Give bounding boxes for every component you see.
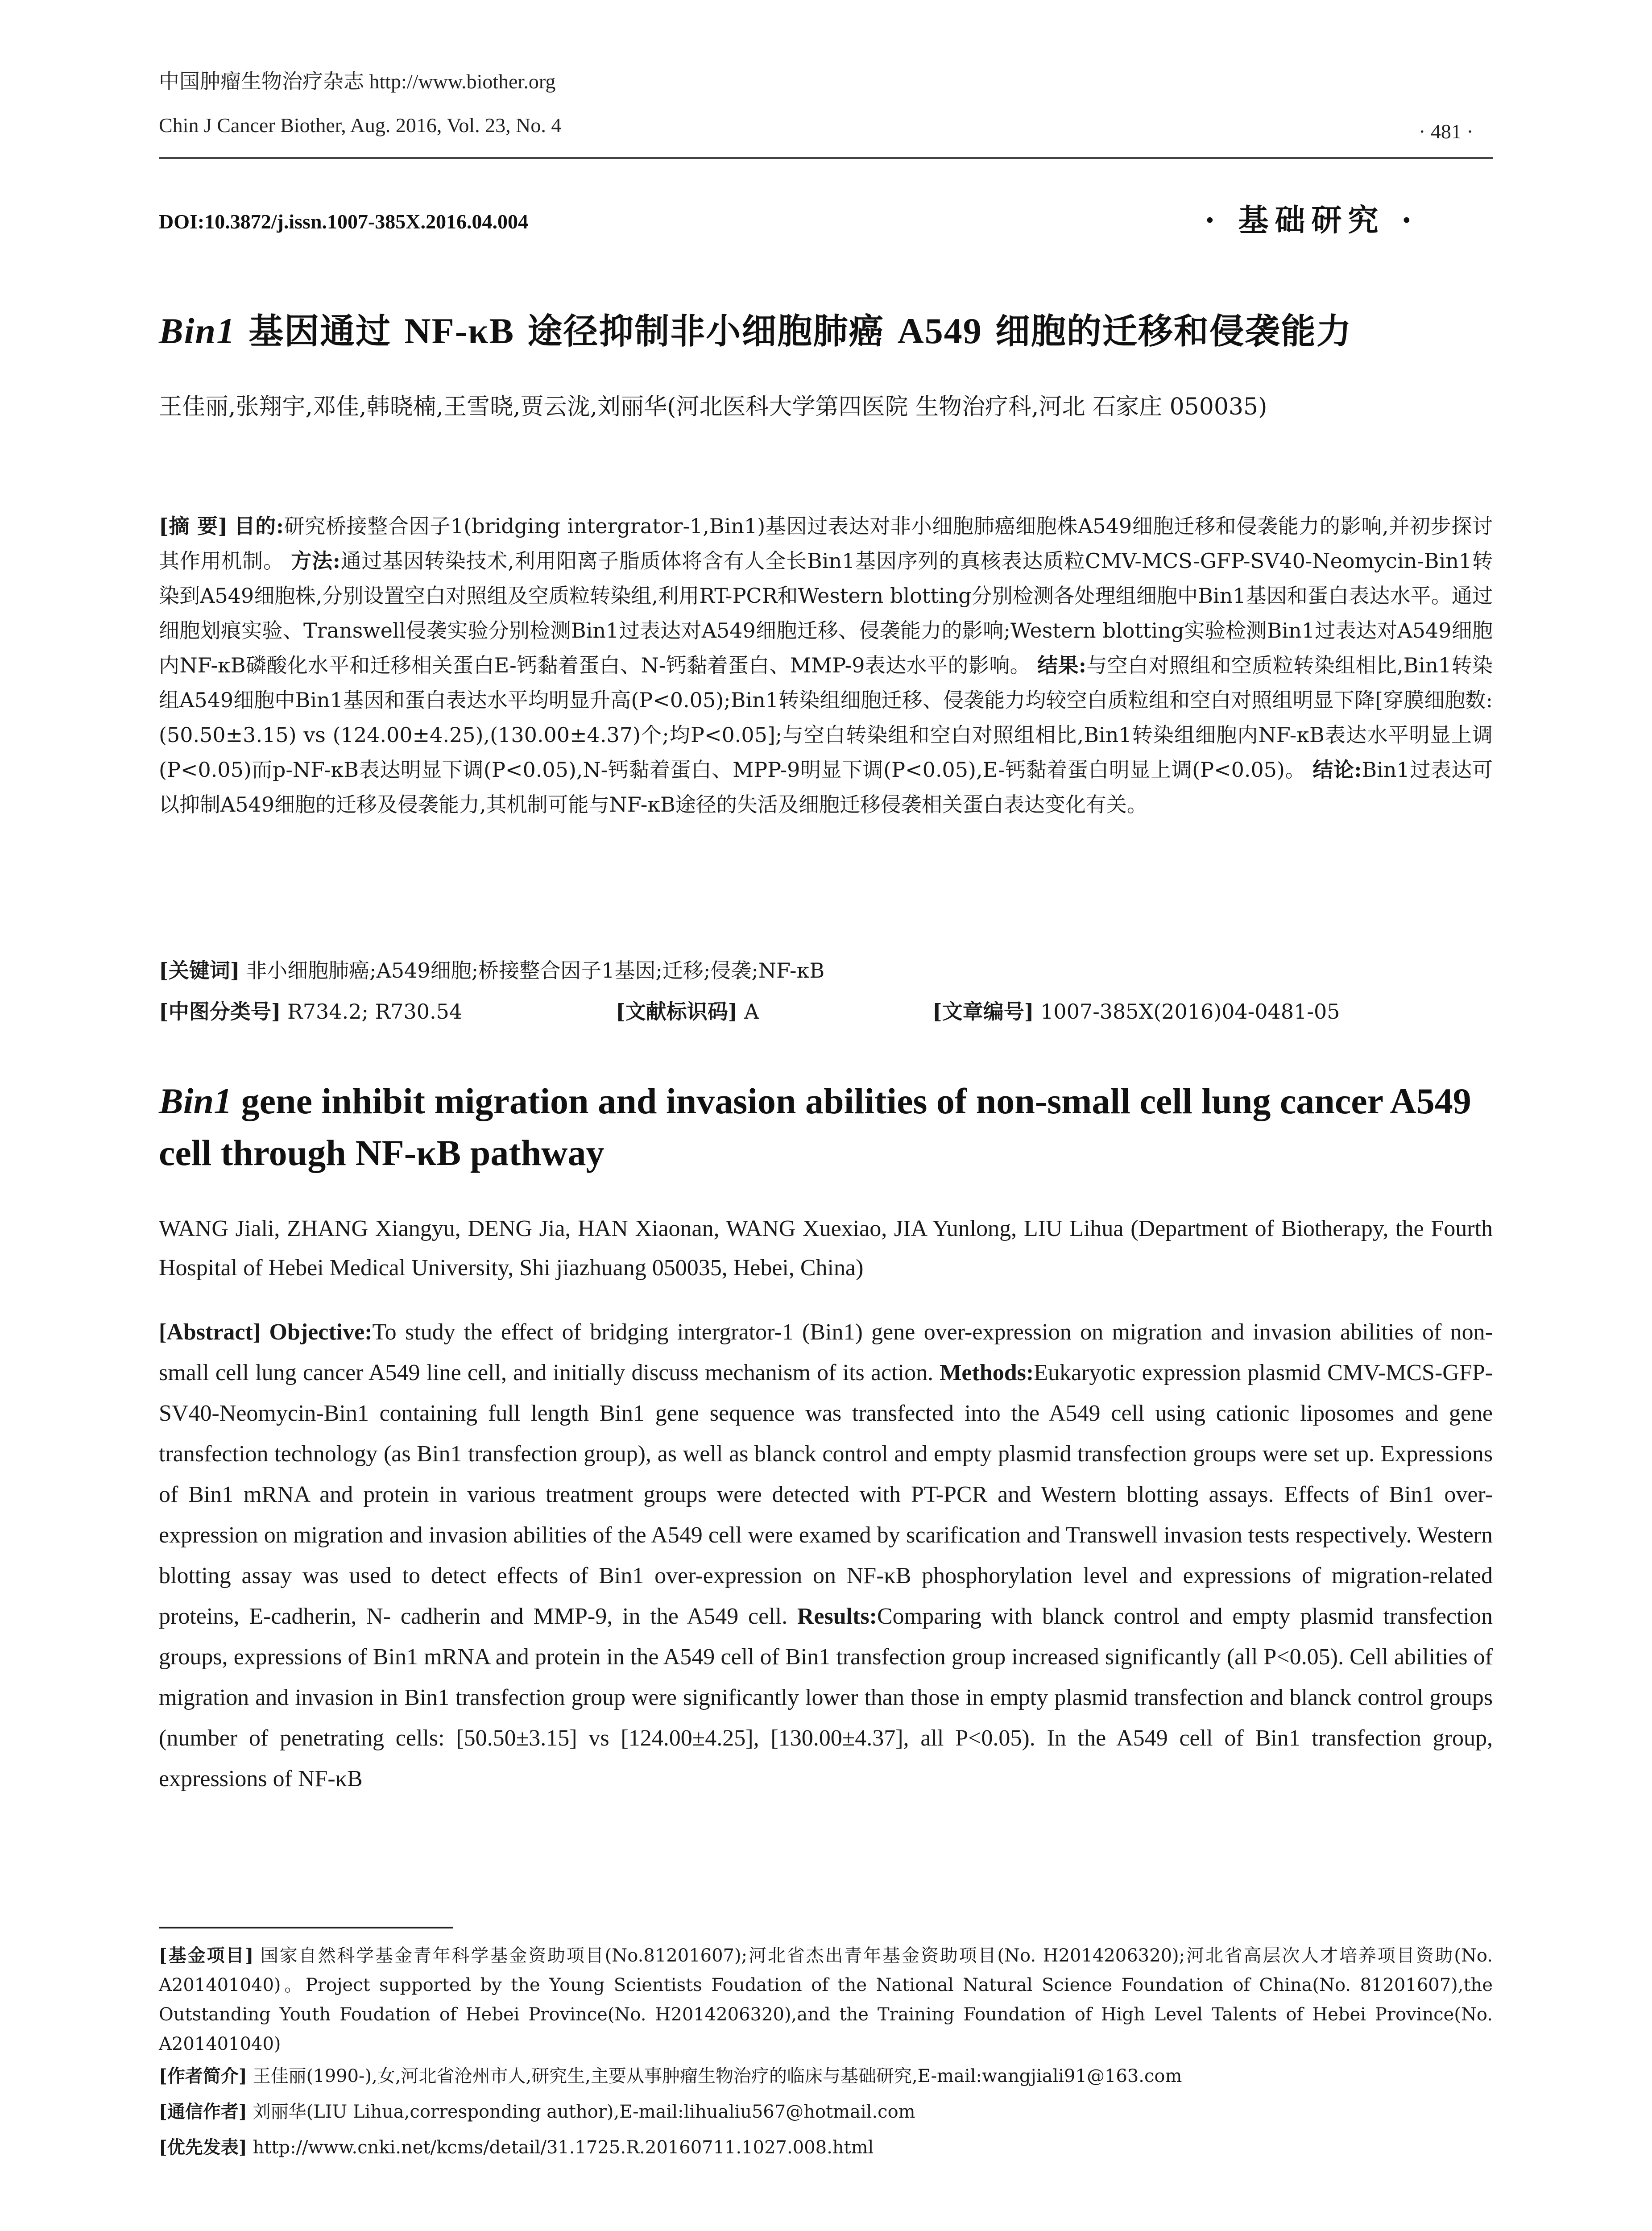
title-en (159, 1075, 1493, 1179)
footnote-author (159, 2061, 1493, 2091)
article-label: [文章编号] (932, 999, 1034, 1024)
clc-label: [中图分类号] (159, 999, 281, 1024)
methods-label-en: Methods: (940, 1360, 1034, 1385)
abstract-cn-label: [摘 要] (159, 514, 228, 538)
authors-en: WANG Jiali, ZHANG Xiangyu, DENG Jia, HAN Xiaonan, WANG Xuexiao, JIA Yunlong, LIU Lihua (Department of Biotherapy, the Fourth Hospital of Hebei Medical University, Shi jiazhuang 050035, Hebei, China) (159, 1216, 1493, 1281)
results-text-en: Comparing with blanck control and empty plasmid transfection groups, expressions of Bin1 mRNA and protein in the A549 cell of Bin1 transfection group increased significantly (all P<0.05). Cell abilities of migration and invasion in Bin1 transfection group were significantly lower than those in empty plasmid transfection and blanck control groups (number of penetrating cells: [50.50±3.15] vs [124.00±4.25], [130.00±4.37], all P<0.05). In the A549 cell of Bin1 transfection group, expressions of NF-κB (159, 1604, 1493, 1791)
abstract-cn (159, 509, 1493, 822)
journal-header-en: Chin J Cancer Biother, Aug. 2016, Vol. 23, No. 4 (159, 114, 562, 137)
title-cn-part2: 途径抑制非小细胞肺癌 (514, 311, 898, 352)
title-cn-gene: Bin1 (159, 311, 236, 351)
title-en-gene: Bin1 (159, 1081, 232, 1121)
classification-clc (159, 996, 462, 1027)
column-label: · 基础研究 · (1205, 203, 1418, 238)
results-label-en: Results: (797, 1604, 877, 1629)
title-cn-a549: A549 (897, 311, 982, 351)
author-info-text: 王佳丽(1990-),女,河北省沧州市人,研究生,主要从事肿瘤生物治疗的临床与基础研究,E-mail:wangjiali91@163.com (253, 2066, 1182, 2086)
classification-doccode (616, 996, 759, 1027)
methods-label-cn: 方法: (291, 549, 340, 573)
title-cn-part1: 基因通过 (236, 311, 405, 352)
funding-text: 国家自然科学基金青年科学基金资助项目(No.81201607);河北省杰出青年基金资助项目(No. H2014206320);河北省高层次人才培养项目资助(No. A201401040)。Project supported by the Young Scientists Foudation of the National Natural Science Foundation of China(No. 81201607),the Outstanding Youth Foudation of Hebei Province(No. H2014206320),and the Training Foundation of High Level Talents of Hebei Province(No. A201401040) (159, 1945, 1493, 2054)
header-rule (159, 157, 1493, 159)
page-number: · 481 · (1419, 120, 1474, 143)
clc-value: R734.2; R730.54 (287, 999, 463, 1024)
footnote-funding (159, 1941, 1493, 2059)
objective-text-en: To study the effect of bridging intergrator-1 (Bin1) gene over-expression on migration and invasion abilities of non-small cell lung cancer A549 line cell, and initially discuss mechanism of its action. (159, 1319, 1493, 1385)
objective-label-cn: 目的: (234, 514, 284, 538)
article-value: 1007-385X(2016)04-0481-05 (1040, 999, 1340, 1024)
methods-text-cn: 通过基因转染技术,利用阳离子脂质体将含有人全长Bin1基因序列的真核表达质粒CMV-MCS-GFP-SV40-Neomycin-Bin1转染到A549细胞株,分别设置空白对照组及空质粒转染组,利用RT-PCR和Western blotting分别检测各处理组细胞中Bin1基因和蛋白表达水平。通过细胞划痕实验、Transwell侵袭实验分别检测Bin1过表达对A549细胞迁移、侵袭能力的影响;Western blotting实验检测Bin1过表达对A549细胞内NF-κB磷酸化水平和迁移相关蛋白E-钙黏着蛋白、N-钙黏着蛋白、MMP-9表达水平的影响。 (159, 549, 1493, 677)
keywords-text: 非小细胞肺癌;A549细胞;桥接整合因子1基因;迁移;侵袭;NF-κB (246, 958, 825, 983)
footnote-corresponding (159, 2097, 1493, 2127)
doccode-value: A (744, 999, 759, 1024)
footnote-rule (159, 1927, 453, 1928)
footnote-online-first (159, 2133, 1493, 2162)
conclusion-text-cn: Bin1过表达可以抑制A549细胞的迁移及侵袭能力,其机制可能与NF-κB途径的失活及细胞迁移侵袭相关蛋白表达变化有关。 (159, 758, 1493, 817)
title-cn-nfkb: NF-κB (404, 311, 515, 351)
classification-article (932, 996, 1340, 1027)
title-cn-part3: 细胞的迁移和侵袭能力 (982, 311, 1352, 352)
online-first-url[interactable]: http://www.cnki.net/kcms/detail/31.1725.R.20160711.1027.008.html (253, 2137, 874, 2158)
author-info-label: [作者简介] (159, 2065, 247, 2086)
methods-text-en: Eukaryotic expression plasmid CMV-MCS-GFP-SV40-Neomycin-Bin1 containing full length Bin1 gene sequence was transfected into the A549 cell using cationic liposomes and gene transfection technology (as Bin1 transfection group), as well as blanck control and empty plasmid transfection groups were set up. Expressions of Bin1 mRNA and protein in various treatment groups were detected with PT-PCR and Western blotting assays. Effects of Bin1 over-expression on migration and invasion abilities of the A549 cell were examed by scarification and Transwell invasion tests respectively. Western blotting assay was used to detect effects of Bin1 over-expression on NF-κB phosphorylation level and expressions of migration-related proteins, E-cadherin, N- cadherin and MMP-9, in the A549 cell. (159, 1360, 1493, 1629)
results-label-cn: 结果: (1037, 653, 1086, 677)
title-en-rest: gene inhibit migration and invasion abilities of non-small cell lung cancer A549 cell through NF-κB pathway (159, 1081, 1471, 1173)
objective-label-en: Objective: (269, 1319, 373, 1345)
keywords-label: [关键词] (159, 958, 240, 983)
results-text-cn: 与空白对照组和空质粒转染组相比,Bin1转染组A549细胞中Bin1基因和蛋白表达水平均明显升高(P<0.05);Bin1转染组细胞迁移、侵袭能力均较空白质粒组和空白对照组明显下降[穿膜细胞数:(50.50±3.15) vs (124.00±4.25),(130.00±4.37)个;均P<0.05];与空白转染组和空白对照组相比,Bin1转染组细胞内NF-κB表达水平明显上调(P<0.05)而p-NF-κB表达明显下调(P<0.05),N-钙黏着蛋白、MPP-9明显下调(P<0.05),E-钙黏着蛋白明显上调(P<0.05)。 (159, 653, 1493, 782)
journal-header-cn: 中国肿瘤生物治疗杂志 http://www.biother.org (159, 70, 556, 93)
doccode-label: [文献标识码] (616, 999, 738, 1024)
abstract-en-label: [Abstract] (159, 1319, 261, 1345)
funding-label: [基金项目] (159, 1945, 254, 1966)
conclusion-label-cn: 结论: (1312, 758, 1362, 782)
corresponding-text: 刘丽华(LIU Lihua,corresponding author),E-mail:lihualiu567@hotmail.com (253, 2102, 915, 2122)
keywords-cn (159, 955, 824, 986)
doi: DOI:10.3872/j.issn.1007-385X.2016.04.004 (159, 210, 529, 233)
title-cn (159, 303, 1352, 353)
abstract-en (159, 1312, 1493, 1799)
online-first-label: [优先发表] (159, 2137, 247, 2158)
corresponding-label: [通信作者] (159, 2101, 247, 2122)
objective-text-cn: 研究桥接整合因子1(bridging intergrator-1,Bin1)基因过表达对非小细胞肺癌细胞株A549细胞迁移和侵袭能力的影响,并初步探讨其作用机制。 (159, 514, 1493, 573)
authors-cn: 王佳丽,张翔宇,邓佳,韩晓楠,王雪晓,贾云泷,刘丽华(河北医科大学第四医院 生物治疗科,河北 石家庄 050035) (159, 394, 1267, 420)
